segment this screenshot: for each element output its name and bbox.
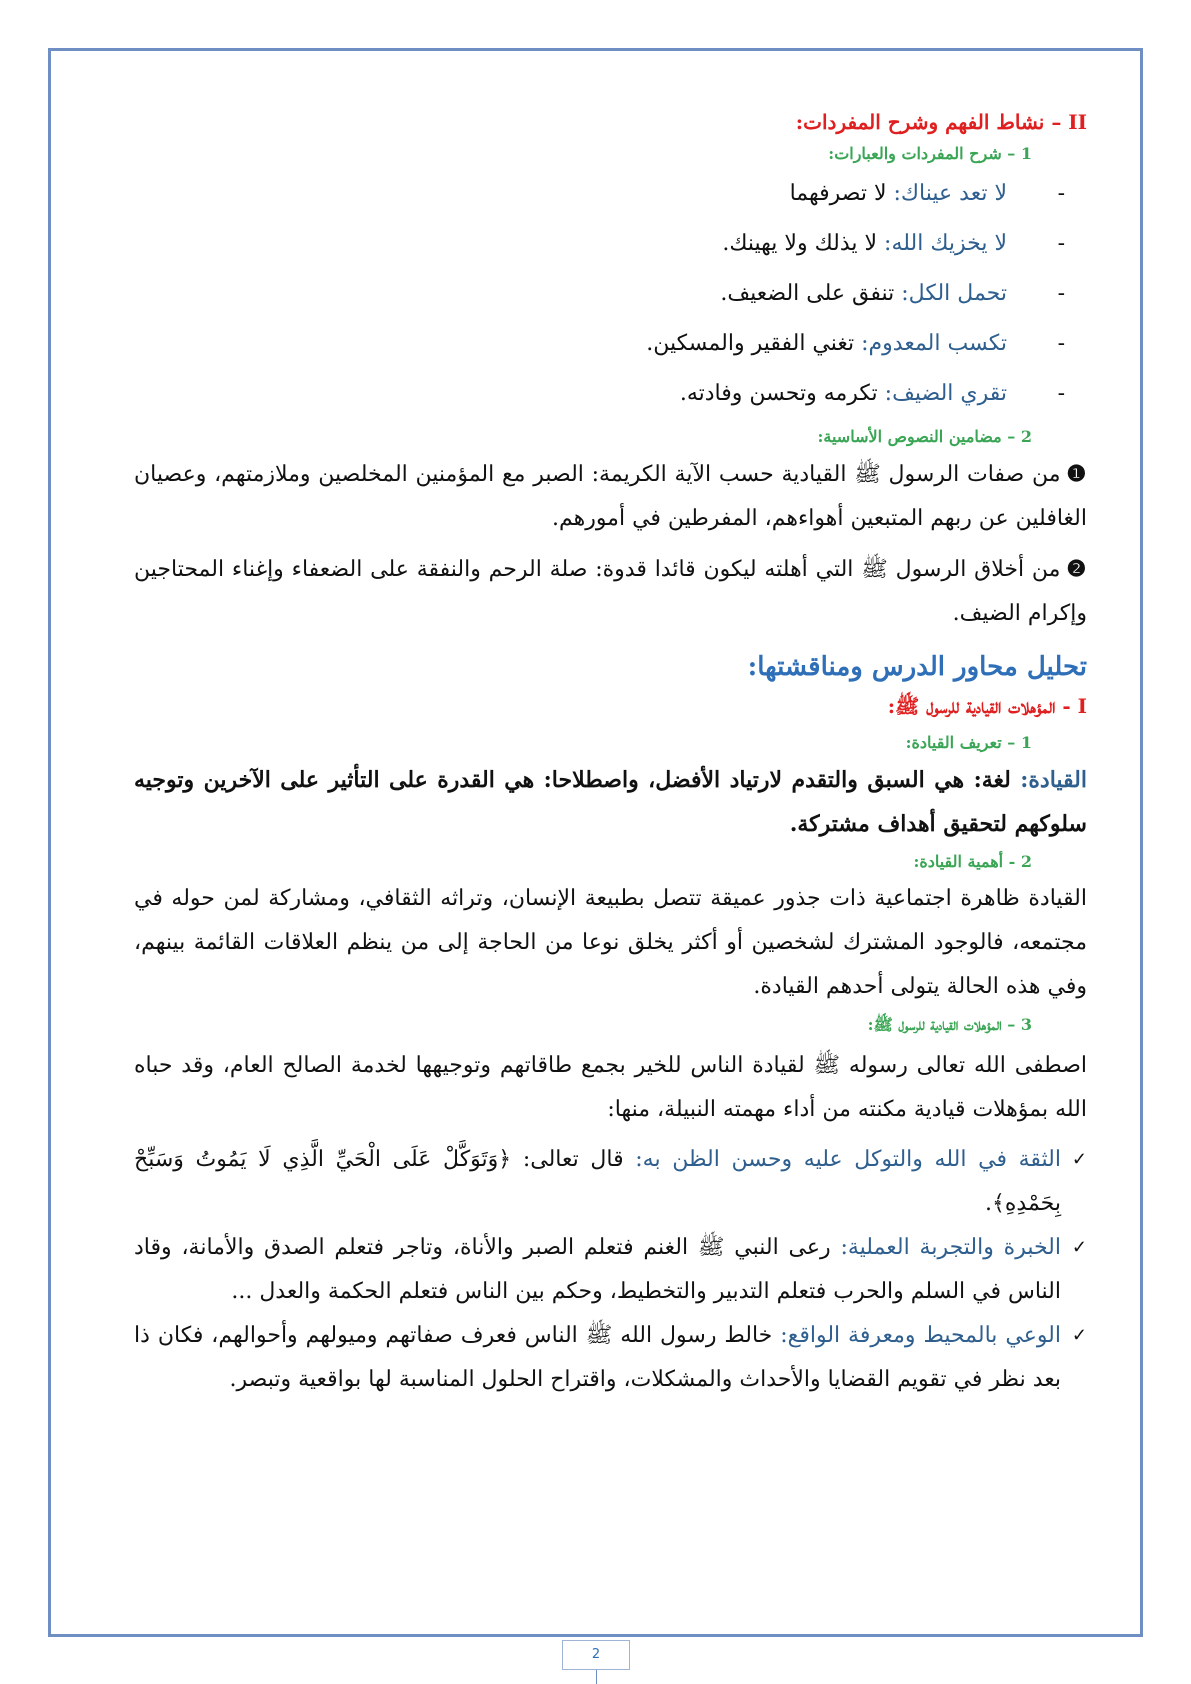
page-number-tick: [596, 1670, 597, 1684]
importance-paragraph: القيادة ظاهرة اجتماعية ذات جذور عميقة تتصل بطبيعة الإنسان، وتراثه الثقافي، ومشاركة لمن حوله في مجتمعه، فالوجود المشترك لشخصين أو أكثر يخلق نوعا من الحاجة إلى من ينظم العلاقات القائمة بينهم، وفي هذه الحالة يتولى أحدهم القيادة.: [134, 886, 1087, 999]
section-heading-comprehension: II – نشاط الفهم وشرح المفردات:: [795, 110, 1087, 134]
list-item: - تحمل الكل: تنفق على الضعيف.: [134, 269, 1007, 319]
list-item: - تكسب المعدوم: تغني الفقير والمسكين.: [134, 319, 1007, 369]
list-item: ✓ الخبرة والتجربة العملية: رعى النبي ﷺ الغنم فتعلم الصبر والأناة، وتاجر فتعلم الصدق والأمانة، وقاد الناس في السلم والحرب فتعلم التدبير والتخطيط، وحكم بين الناس فتعلم الحكمة والعدل ...: [134, 1226, 1061, 1314]
list-item: ✓ الثقة في الله والتوكل عليه وحسن الظن به: قال تعالى: ﴿وَتَوَكَّلْ عَلَى الْحَيِّ الَّذِي لَا يَمُوتُ وَسَبِّحْ بِحَمْدِهِ﴾.: [134, 1138, 1061, 1226]
content-paragraph-1: ❶من صفات الرسول ﷺ القيادية حسب الآية الكريمة: الصبر مع المؤمنين المخلصين وملازمتهم، وعصيان الغافلين عن ربهم المتبعين أهواءهم، المفرطين في أمورهم.: [134, 461, 1087, 531]
subheading-definition: 1 – تعريف القيادة:: [905, 733, 1032, 752]
page-number: 2: [562, 1640, 630, 1670]
list-item: - لا تعد عيناك: لا تصرفهما: [134, 169, 1007, 219]
vocabulary-list: [134, 169, 1087, 419]
subheading-vocabulary: 1 – شرح المفردات والعبارات:: [828, 144, 1032, 163]
definition-paragraph: القيادة: لغة: هي السبق والتقدم لارتياد الأفضل، واصطلاحا: هي القدرة على التأثير على الآخرين وتوجيه سلوكهم لتحقيق أهداف مشتركة.: [134, 767, 1087, 837]
subheading-core-contents: 2 – مضامين النصوص الأساسية:: [817, 427, 1032, 446]
list-item: - لا يخزيك الله: لا يذلك ولا يهينك.: [134, 219, 1007, 269]
subheading-importance: 2 - أهمية القيادة:: [913, 852, 1032, 871]
list-item: - تقري الضيف: تكرمه وتحسن وفادته.: [134, 369, 1007, 419]
analysis-heading: تحليل محاور الدرس ومناقشتها:: [747, 652, 1087, 682]
subheading-prophet-qualifications: 3 – المؤهلات القيادية للرسول ﷺ:: [867, 1015, 1032, 1034]
part-heading-qualifications: I - المؤهلات القيادية للرسول ﷺ:: [887, 694, 1087, 718]
content-paragraph-2: ❷من أخلاق الرسول ﷺ التي أهلته ليكون قائدا قدوة: صلة الرحم والنفقة على الضعفاء وإغناء المحتاجين وإكرام الضيف.: [134, 556, 1087, 626]
qualifications-intro: اصطفى الله تعالى رسوله ﷺ لقيادة الناس للخير بجمع طاقاتهم وتوجيهها لخدمة الصالح العام، وقد حباه الله بمؤهلات قيادية مكنته من أداء مهمته النبيلة، منها:: [134, 1053, 1087, 1122]
qualifications-list: [134, 1138, 1087, 1402]
list-item: ✓ الوعي بالمحيط ومعرفة الواقع: خالط رسول الله ﷺ الناس فعرف صفاتهم وميولهم وأحوالهم، فكان ذا بعد نظر في تقويم القضايا والأحداث والمشكلات، واقتراح الحلول المناسبة لها بواقعية وتبصر.: [134, 1314, 1061, 1402]
page-content: [48, 48, 1143, 1637]
